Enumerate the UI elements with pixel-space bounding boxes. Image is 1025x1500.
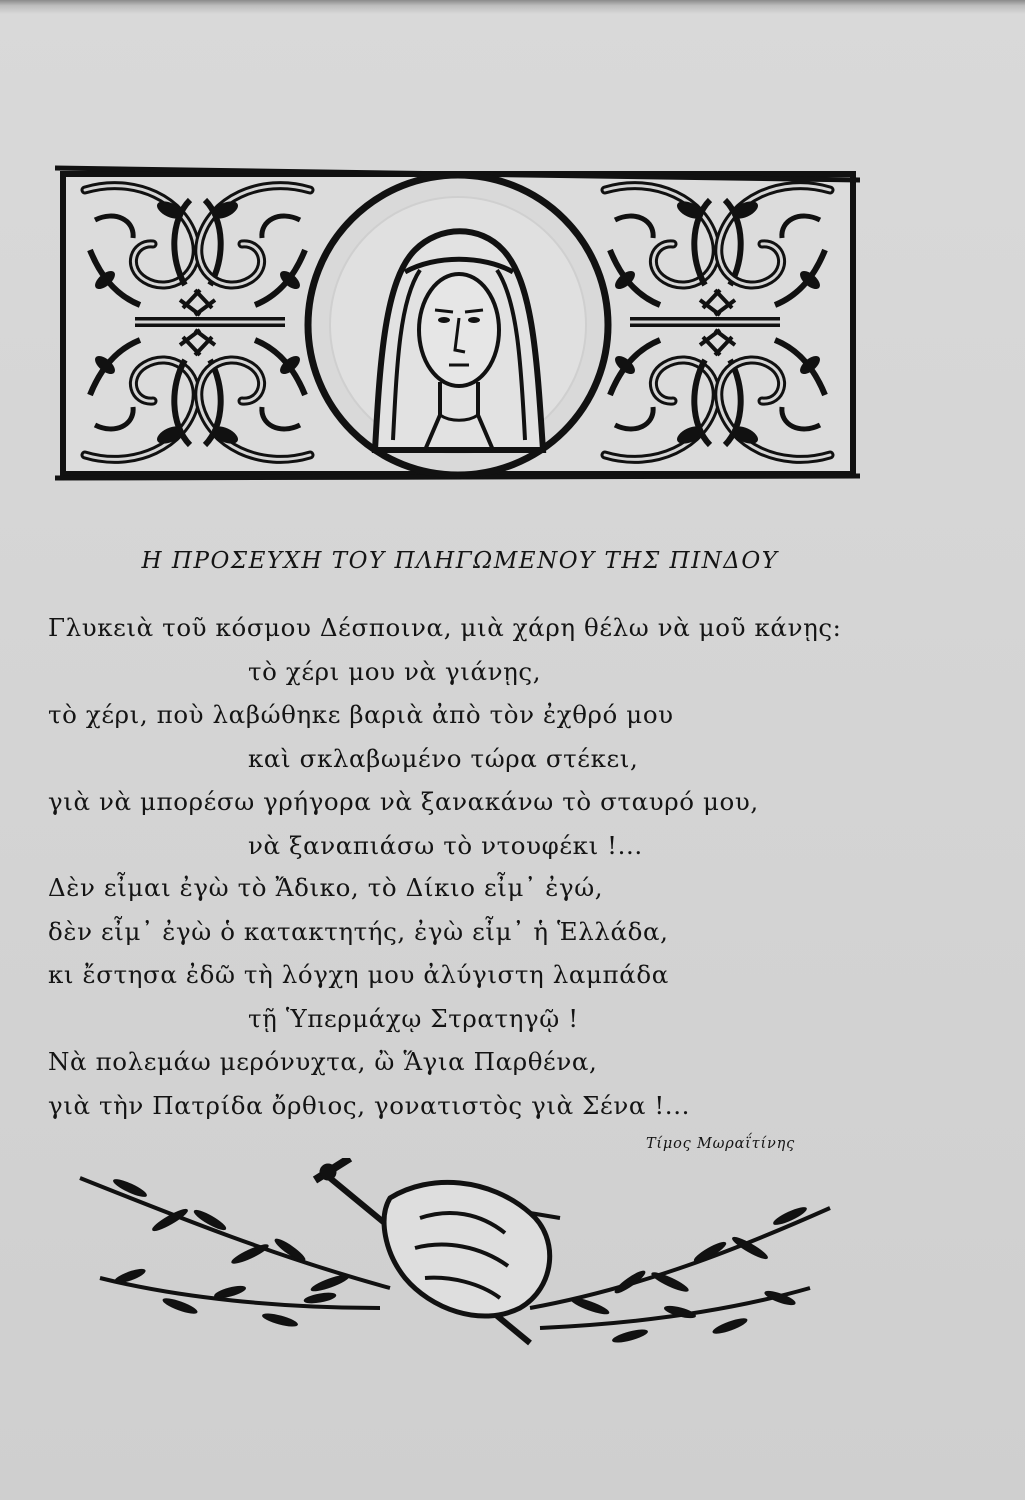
- poem-line: Δὲν εἶμαι ἐγὼ τὸ Ἄδικο, τὸ Δίκιο εἶμ᾽ ἐγώ,: [48, 873, 604, 902]
- poem-signature: Τίμος Μωραΐτίνης: [645, 1136, 795, 1152]
- poem-line: Γλυκειὰ τοῦ κόσμου Δέσποινα, μιὰ χάρη θέλω νὰ μοῦ κάνῃς:: [48, 613, 842, 642]
- poem-line: καὶ σκλαβωμένο τώρα στέκει,: [248, 743, 639, 773]
- poem-title: Η ΠΡΟΣΕΥΧΗ ΤΟΥ ΠΛΗΓΩΜΕΝΟΥ ΤΗΣ ΠΙΝΔΟΥ: [141, 548, 779, 574]
- poem-line: γιὰ νὰ μπορέσω γρήγορα νὰ ξανακάνω τὸ σταυρό μου,: [48, 787, 759, 816]
- poem-line: κι ἔστησα ἐδῶ τὴ λόγχη μου ἀλύγιστη λαμπάδα: [48, 960, 669, 989]
- poem-line: τῇ Ὑπερμάχῳ Στρατηγῷ !: [248, 1003, 579, 1033]
- virgin-mary-icon: [55, 160, 860, 485]
- poem-stanza-2: [48, 866, 878, 1127]
- poem-line: τὸ χέρι μου νὰ γιάνῃς,: [248, 656, 542, 686]
- poem-line: τὸ χέρι, ποὺ λαβώθηκε βαριὰ ἀπὸ τὸν ἐχθρό μου: [48, 700, 674, 729]
- poem-stanza-1: [48, 606, 878, 867]
- poem-line: δὲν εἶμ᾽ ἐγὼ ὁ κατακτητής, ἐγὼ εἶμ᾽ ἡ Ἑλλάδα,: [48, 916, 669, 946]
- poem-line: νὰ ξαναπιάσω τὸ ντουφέκι !...: [248, 830, 643, 860]
- olive-branch-sword-icon: [60, 1158, 850, 1363]
- page-edge-shadow: [0, 0, 1025, 14]
- poem-line: γιὰ τὴν Πατρίδα ὄρθιος, γονατιστὸς γιὰ Σένα !...: [48, 1090, 690, 1120]
- poem-line: Νὰ πολεμάω μερόνυχτα, ὢ Ἅγια Παρθένα,: [48, 1047, 598, 1076]
